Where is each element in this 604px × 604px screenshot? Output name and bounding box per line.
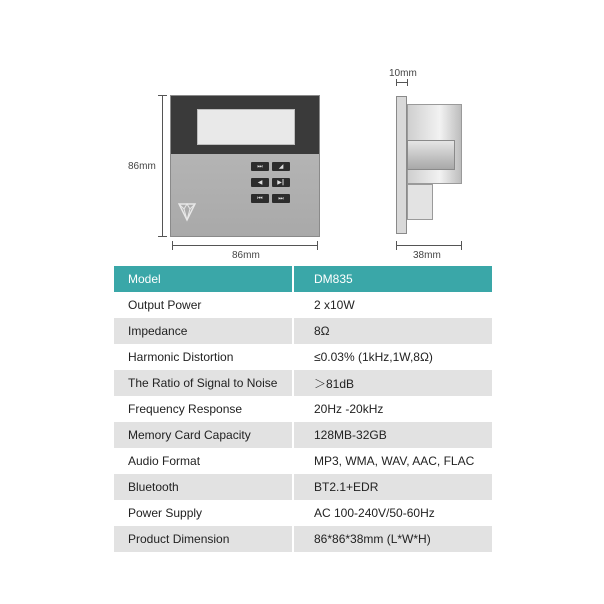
spec-label: Output Power <box>114 292 293 318</box>
spec-value: BT2.1+EDR <box>293 474 492 500</box>
front-height-dimension-line <box>162 95 163 237</box>
product-drawing <box>0 0 604 262</box>
spec-value: 20Hz -20kHz <box>293 396 492 422</box>
spec-value: 8Ω <box>293 318 492 344</box>
front-width-tick-left <box>172 241 173 250</box>
next-track-icon[interactable]: ⏭ <box>251 162 269 171</box>
spec-table-header-row <box>114 266 492 292</box>
table-row <box>114 344 492 370</box>
lcd-screen <box>197 109 295 145</box>
front-width-dimension-line <box>172 245 318 246</box>
spec-value: 2 x10W <box>293 292 492 318</box>
table-row <box>114 474 492 500</box>
spec-header-label: Model <box>114 266 293 292</box>
spec-label: The Ratio of Signal to Noise <box>114 370 293 396</box>
side-width-dimension-line <box>396 245 462 246</box>
spec-value: 128MB-32GB <box>293 422 492 448</box>
side-width-label: 38mm <box>413 250 441 261</box>
spec-value: MP3, WMA, WAV, AAC, FLAC <box>293 448 492 474</box>
side-width-tick-left <box>396 241 397 250</box>
diamond-logo-icon <box>177 200 197 222</box>
spec-label: Bluetooth <box>114 474 293 500</box>
front-width-tick-right <box>317 241 318 250</box>
spec-label: Impedance <box>114 318 293 344</box>
table-row <box>114 396 492 422</box>
spec-label: Frequency Response <box>114 396 293 422</box>
front-height-label: 86mm <box>128 161 156 172</box>
skip-back-icon[interactable]: ⏮ <box>251 194 269 203</box>
front-height-tick-bottom <box>158 236 167 237</box>
spec-label: Power Supply <box>114 500 293 526</box>
spec-value: 86*86*38mm (L*W*H) <box>293 526 492 552</box>
table-row <box>114 526 492 552</box>
front-panel <box>170 95 320 237</box>
front-width-label: 86mm <box>232 250 260 261</box>
side-depth-label: 10mm <box>389 68 417 79</box>
front-height-tick-top <box>158 95 167 96</box>
spec-label: Memory Card Capacity <box>114 422 293 448</box>
side-depth-tick-right <box>407 79 408 86</box>
side-width-tick-right <box>461 241 462 250</box>
side-connector-box <box>407 184 433 220</box>
prev-icon[interactable]: ◀ <box>251 178 269 187</box>
spec-value: ＞81dB <box>293 370 492 396</box>
spec-table <box>114 266 492 552</box>
table-row <box>114 422 492 448</box>
skip-forward-icon[interactable]: ⏭ <box>272 194 290 203</box>
table-row <box>114 292 492 318</box>
button-row-2 <box>251 178 291 187</box>
button-row-3 <box>251 194 291 203</box>
spec-label: Harmonic Distortion <box>114 344 293 370</box>
table-row <box>114 448 492 474</box>
panel-top-bezel <box>171 96 319 154</box>
table-row <box>114 318 492 344</box>
side-front-plate <box>396 96 407 234</box>
play-pause-icon[interactable]: ▶‖ <box>272 178 290 187</box>
spec-value: ≤0.03% (1kHz,1W,8Ω) <box>293 344 492 370</box>
table-row <box>114 500 492 526</box>
volume-icon[interactable]: ◢ <box>272 162 290 171</box>
side-module-block <box>407 140 455 170</box>
spec-header-value: DM835 <box>293 266 492 292</box>
spec-value: AC 100-240V/50-60Hz <box>293 500 492 526</box>
button-row-1 <box>251 162 291 171</box>
table-row <box>114 370 492 396</box>
spec-label: Audio Format <box>114 448 293 474</box>
spec-label: Product Dimension <box>114 526 293 552</box>
side-depth-tick-left <box>396 79 397 86</box>
